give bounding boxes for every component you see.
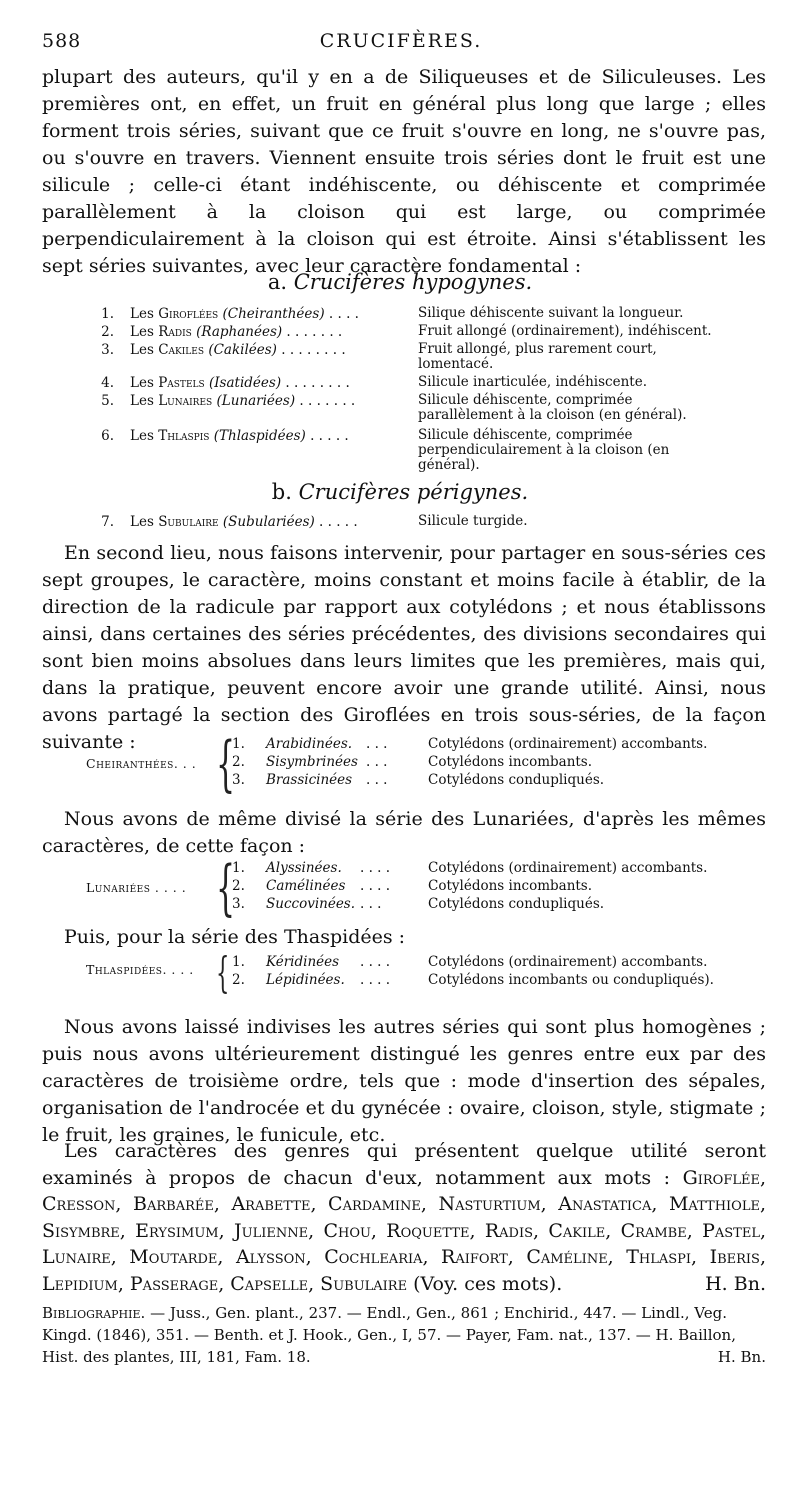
subseries-number: 2. xyxy=(232,754,245,770)
brace-symbol: { xyxy=(216,729,236,799)
bibliography-text: — Juss., Gen. plant., 237. — Endl., Gen., 861 ; Enchirid., 447. — Lindl., Veg. Kingd. (1846), 351. — Benth. et J. Hook., Gen., I, 57. — Payer, Fam. nat., 137. — H. Baillon, Hist. des plantes, III, 181, Fam. 18. xyxy=(42,1304,736,1366)
series-leader-dots: . . . . . xyxy=(314,514,358,530)
subseries-row xyxy=(0,772,800,789)
series-prefix: Les xyxy=(130,375,159,391)
sixth-paragraph xyxy=(42,1138,766,1297)
subseries-description: Cotylédons condupliqués. xyxy=(428,772,605,788)
subseries-leader-dots: . . . . xyxy=(360,878,391,894)
series-number: 1. xyxy=(101,306,114,322)
section-a-heading xyxy=(0,270,800,294)
subseries-group-cheiranthees xyxy=(0,729,800,799)
section-b-letter: b. xyxy=(271,480,292,504)
series-description: Fruit allongé, plus rarement court, lomentacé. xyxy=(418,341,657,372)
series-latin-name: (Isatidées) xyxy=(208,375,282,391)
series-french-name: Lunaires xyxy=(158,393,213,409)
series-description: Silicule inarticulée, indéhiscente. xyxy=(418,374,647,390)
subseries-name: Kéridinées xyxy=(266,954,340,970)
subseries-row xyxy=(0,878,800,895)
series-description: Silicule déhiscente, comprimée perpendiculairement à la cloison (en général). xyxy=(418,427,670,473)
page-number: 588 xyxy=(42,30,82,52)
group-label: Lunariées . . . . xyxy=(86,880,187,895)
page-header xyxy=(42,30,760,54)
series-row xyxy=(0,342,800,374)
section-b-title: Crucifères périgynes. xyxy=(298,480,529,504)
series-leader-dots: . . . . . . . . xyxy=(281,375,350,391)
series-leader-dots: . . . . . . . . xyxy=(276,342,346,358)
subseries-leader-dots: . . . xyxy=(366,754,388,770)
subseries-row xyxy=(0,896,800,913)
section-b-heading xyxy=(0,480,800,504)
subseries-leader-dots: . . . . xyxy=(360,972,391,988)
running-title: CRUCIFÈRES. xyxy=(319,30,483,52)
subseries-leader-dots: . . . . xyxy=(360,860,391,876)
series-french-name: Thlaspis xyxy=(158,428,210,444)
series-prefix: Les xyxy=(130,306,159,322)
series-description: Fruit allongé (ordinairement), indéhiscent. xyxy=(418,323,712,339)
subseries-group-lunariees xyxy=(0,853,800,923)
brace-symbol: { xyxy=(216,948,230,997)
subseries-description: Cotylédons (ordinairement) accombants. xyxy=(428,954,708,970)
series-description: Silicule turgide. xyxy=(418,513,528,529)
series-prefix: Les xyxy=(130,428,159,444)
series-latin-name: (Cheiranthées) xyxy=(222,306,325,322)
subseries-row xyxy=(0,736,800,753)
subseries-number: 3. xyxy=(232,896,245,912)
series-description: Silicule déhiscente, comprimée parallèlement à la cloison (en général). xyxy=(418,392,687,423)
series-leader-dots: . . . . . . . xyxy=(295,393,356,409)
subseries-leader-dots: . . . xyxy=(366,736,388,752)
subseries-description: Cotylédons condupliqués. xyxy=(428,896,605,912)
subseries-name: Brassicinées xyxy=(266,772,353,788)
subseries-row xyxy=(0,754,800,771)
series-prefix: Les xyxy=(130,514,159,530)
second-paragraph: En second lieu, nous faisons intervenir, pour partager en sous-séries ces sept groupes, le caractère, moins constant et moins facile à établir, de la direction de la radicule par rapport aux cotylédons ; et nous établissons ainsi, dans certaines des séries précédentes, des divisions secondaires qui sont bien moins absolues dans leurs limites que les premières, mais qui, dans la pratique, peuvent encore avoir une grande utilité. Ainsi, nous avons partagé la section des Giroflées en trois sous-séries, de la façon suivante : xyxy=(42,542,766,753)
group-label: Thlaspidées. . . . xyxy=(86,962,194,977)
group-label: Cheiranthées. . . xyxy=(86,756,197,771)
series-latin-name: (Thlaspidées) xyxy=(213,428,306,444)
subseries-description: Cotylédons incombants. xyxy=(428,754,593,770)
series-french-name: Radis xyxy=(158,324,192,340)
subseries-number: 1. xyxy=(232,954,245,970)
section-a-letter: a. xyxy=(267,270,288,294)
fourth-paragraph: Puis, pour la série des Thaspidées : xyxy=(64,926,406,948)
series-name xyxy=(130,306,359,322)
subseries-row xyxy=(0,954,800,971)
fifth-paragraph: Nous avons laissé indivises les autres séries qui sont plus homogènes ; puis nous avons ultérieurement distingué les genres entre eux par des caractères de troisième ordre, tels que : mode d'insertion des sépales, organisation de l'androcée et du gynécée : ovaire, cloison, style, stigmate ; le fruit, les graines, le funicule, etc. xyxy=(42,1016,766,1146)
series-prefix: Les xyxy=(130,342,159,358)
series-name xyxy=(130,514,358,530)
series-name xyxy=(130,375,350,391)
subseries-name: Arabidinées. xyxy=(266,736,353,752)
series-row xyxy=(0,427,800,473)
series-row xyxy=(0,375,800,392)
bibliography-label: Bibliographie. xyxy=(42,1304,146,1322)
subseries-leader-dots: . . . xyxy=(360,896,382,912)
series-row xyxy=(0,306,800,323)
series-description: Silique déhiscente suivant la longueur. xyxy=(418,305,684,321)
bibliography-signature: H. Bn. xyxy=(717,1348,766,1366)
subseries-description: Cotylédons incombants ou condupliqués). xyxy=(428,972,714,988)
subseries-number: 2. xyxy=(232,972,245,988)
series-latin-name: (Raphanées) xyxy=(196,324,283,340)
series-french-name: Cakiles xyxy=(158,342,205,358)
genera-outro: (Voy. ces mots). xyxy=(413,1272,563,1295)
subseries-name: Succovinées. xyxy=(266,896,356,912)
subseries-number: 2. xyxy=(232,878,245,894)
subseries-number: 3. xyxy=(232,772,245,788)
series-number: 7. xyxy=(101,514,114,530)
subseries-leader-dots: . . . . xyxy=(360,954,391,970)
subseries-number: 1. xyxy=(232,860,245,876)
series-number: 3. xyxy=(101,342,114,358)
third-paragraph: Nous avons de même divisé la série des Lunariées, d'après les mêmes caractères, de cette façon : xyxy=(42,808,766,857)
series-latin-name: (Subulariées) xyxy=(222,514,315,530)
series-number: 6. xyxy=(101,428,114,444)
article-signature: H. Bn. xyxy=(705,1272,766,1295)
series-name xyxy=(130,393,355,409)
series-number: 2. xyxy=(101,324,114,340)
subseries-name: Sisymbrinées xyxy=(266,754,358,770)
series-name xyxy=(130,324,342,340)
series-french-name: Pastels xyxy=(158,375,205,391)
subseries-name: Lépidinées. xyxy=(266,972,345,988)
series-french-name: Giroflées xyxy=(158,306,219,322)
section-a-title: Crucifères hypogynes. xyxy=(293,270,533,294)
subseries-name: Camélinées xyxy=(266,878,346,894)
genera-intro: Les caractères des genres qui présentent quelque utilité seront examinés à propos de chacun d'eux, notamment aux mots : xyxy=(42,1140,766,1189)
intro-paragraph: plupart des auteurs, qu'il y en a de Siliqueuses et de Siliculeuses. Les premières ont, en effet, un fruit en général plus long que large ; elles forment trois séries, suivant que ce fruit s'ouvre en long, ne s'ouvre pas, ou s'ouvre en travers. Viennent ensuite trois séries dont le fruit est une silicule ; celle-ci étant indéhiscente, ou déhiscente et comprimée parallèlement à la cloison qui est large, ou comprimée perpendiculairement à la cloison qui est étroite. Ainsi s'établissent les sept séries suivantes, avec leur caractère fondamental : xyxy=(42,66,766,277)
series-french-name: Subulaire xyxy=(158,514,219,530)
subseries-description: Cotylédons incombants. xyxy=(428,878,593,894)
series-leader-dots: . . . . . xyxy=(305,428,349,444)
series-name xyxy=(130,342,346,358)
brace-symbol: { xyxy=(216,853,236,923)
series-number: 5. xyxy=(101,393,114,409)
series-row xyxy=(0,393,800,425)
bibliography xyxy=(42,1302,766,1368)
subseries-description: Cotylédons (ordinairement) accombants. xyxy=(428,736,708,752)
subseries-description: Cotylédons (ordinairement) accombants. xyxy=(428,860,708,876)
series-prefix: Les xyxy=(130,324,159,340)
subseries-row xyxy=(0,860,800,877)
subseries-row xyxy=(0,972,800,989)
subseries-number: 1. xyxy=(232,736,245,752)
series-latin-name: (Lunariées) xyxy=(216,393,296,409)
genera-list: Giroflée, Cresson, Barbarée, Arabette, Cardamine, Nasturtium, Anastatica, Matthiole, Sisymbre, Erysimum, Julienne, Chou, Roquette, Radis, Cakile, Crambe, Pastel, Lunaire, Moutarde, Alysson, Cochlearia, Raifort, Caméline, Thlaspi, Iberis, Lepidium, Passerage, Capselle, Subulaire xyxy=(42,1166,766,1295)
series-latin-name: (Cakilées) xyxy=(208,342,277,358)
subseries-name: Alyssinées. xyxy=(266,860,342,876)
subseries-group-thlaspidees xyxy=(0,948,800,998)
series-prefix: Les xyxy=(130,393,159,409)
series-leader-dots: . . . . . . . xyxy=(282,324,343,340)
series-row xyxy=(0,514,800,531)
series-leader-dots: . . . . xyxy=(324,306,359,322)
subseries-leader-dots: . . . xyxy=(366,772,388,788)
series-number: 4. xyxy=(101,375,114,391)
series-name xyxy=(130,428,349,444)
